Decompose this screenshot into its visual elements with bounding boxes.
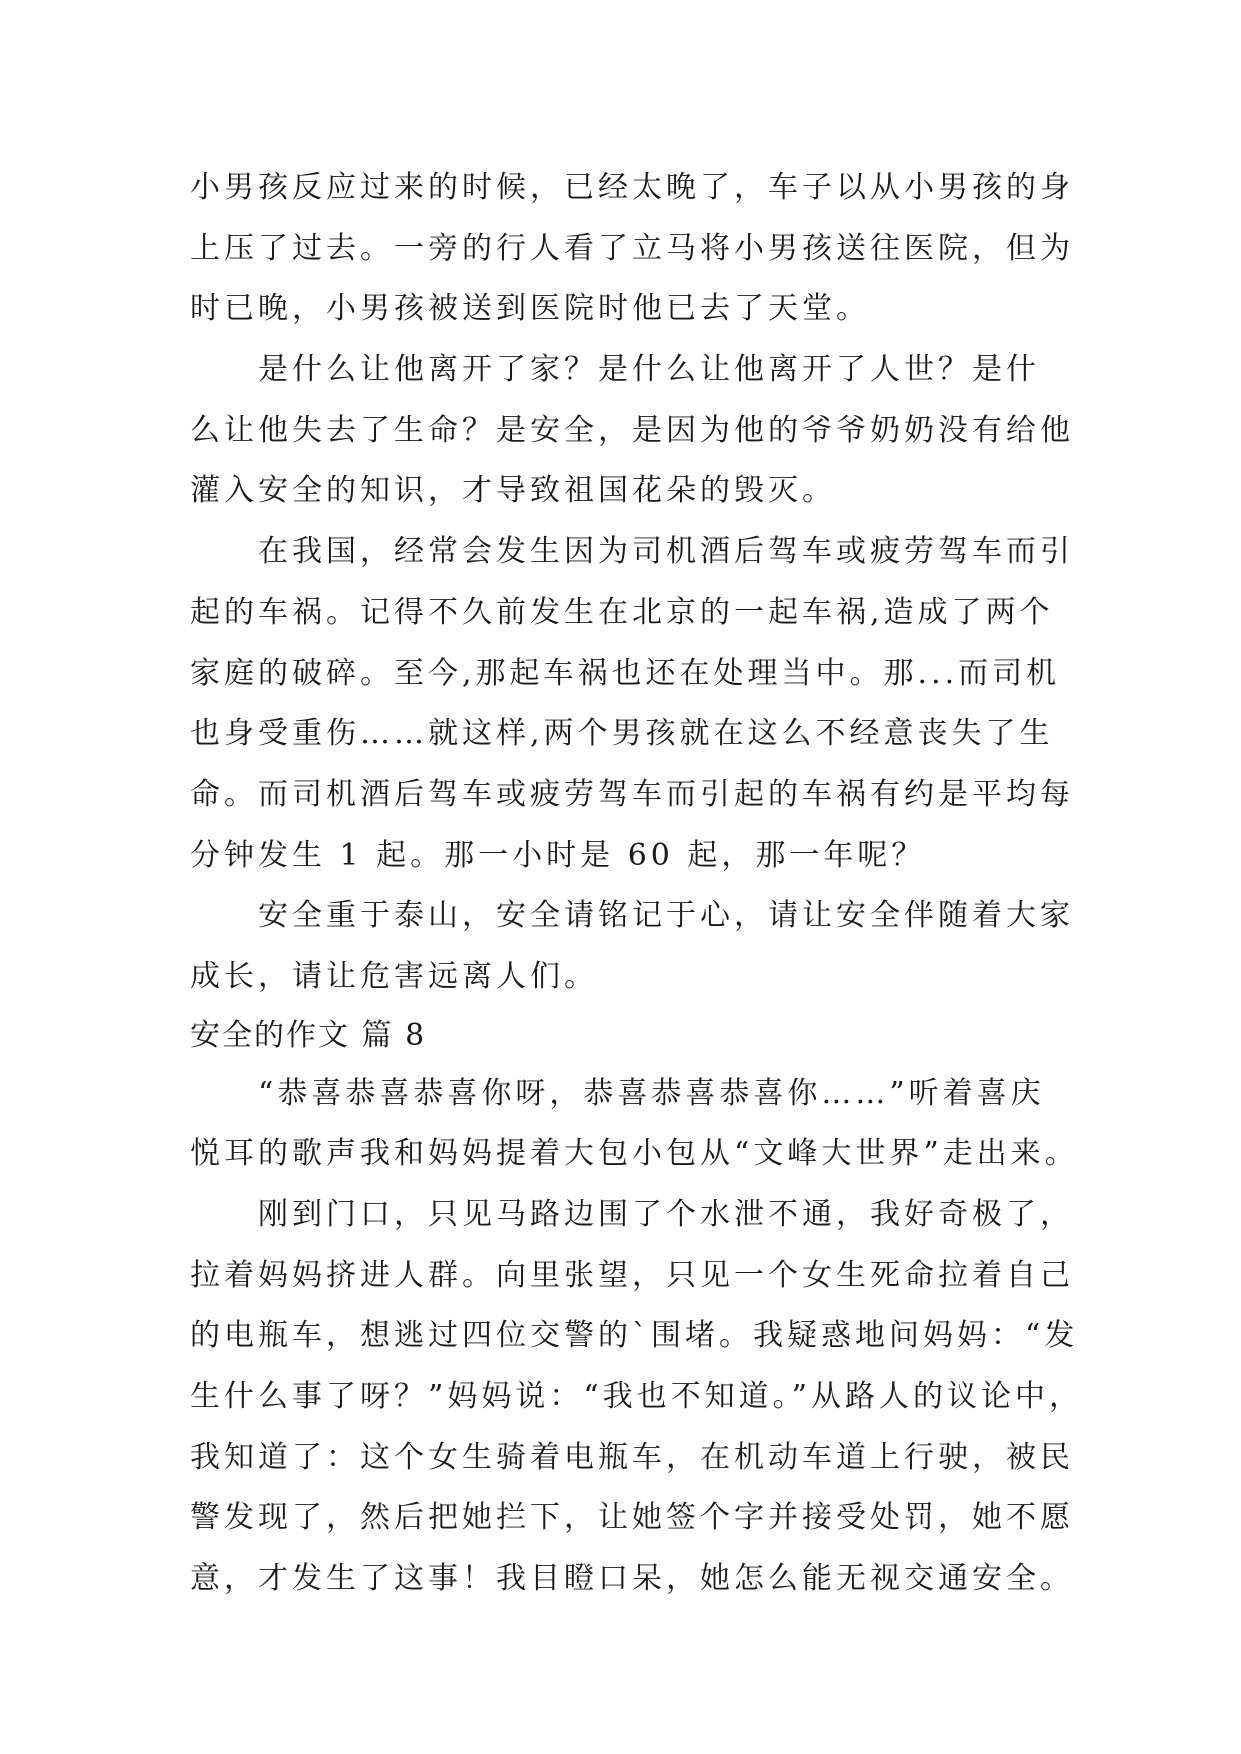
text-line: 分钟发生 1 起。那一小时是 60 起，那一年呢？ xyxy=(190,837,926,873)
paragraph-start-line: 刚到门口，只见马路边围了个水泄不通，我好奇极了， xyxy=(258,1197,1074,1232)
text-line: 么让他失去了生命？是安全，是因为他的爷爷奶奶没有给他 xyxy=(190,412,1074,448)
paragraph-start-line: 安全重于泰山，安全请铭记于心，请让安全伴随着大家 xyxy=(258,898,1074,934)
text-line: 成长，请让危害远离人们。 xyxy=(190,958,598,994)
paragraph-start-line: 是什么让他离开了家？是什么让他离开了人世？是什 xyxy=(258,352,1040,388)
text-line: 悦耳的歌声我和妈妈提着大包小包从“文峰大世界”走出来。 xyxy=(190,1136,1079,1172)
text-line: 意，才发生了这事！我目瞪口呆，她怎么能无视交通安全。 xyxy=(190,1561,1074,1597)
text-line: 我知道了：这个女生骑着电瓶车，在机动车道上行驶，被民 xyxy=(190,1439,1074,1475)
text-line: 灌入安全的知识，才导致祖国花朵的毁灭。 xyxy=(190,473,836,509)
text-line: 也身受重伤……就这样,两个男孩就在这么不经意丧失了生 xyxy=(190,716,1054,752)
section-heading: 安全的作文 篇 8 xyxy=(190,1017,427,1053)
text-line: 起的车祸。记得不久前发生在北京的一起车祸,造成了两个 xyxy=(190,594,1054,630)
essay-body xyxy=(190,158,1084,1610)
text-line: 命。而司机酒后驾车或疲劳驾车而引起的车祸有约是平均每 xyxy=(190,776,1074,812)
text-line: 拉着妈妈挤进人群。向里张望，只见一个女生死命拉着自己 xyxy=(190,1257,1074,1293)
text-line: 警发现了，然后把她拦下，让她签个字并接受处罚，她不愿 xyxy=(190,1500,1074,1536)
text-line: 上压了过去。一旁的行人看了立马将小男孩送往医院，但为 xyxy=(190,230,1074,266)
paragraph-start-line: 在我国，经常会发生因为司机酒后驾车或疲劳驾车而引 xyxy=(258,534,1074,570)
text-line: 的电瓶车，想逃过四位交警的`围堵。我疑惑地问妈妈：“发 xyxy=(190,1318,1079,1354)
text-line: 小男孩反应过来的时候，已经太晚了，车子以从小男孩的身 xyxy=(190,170,1074,205)
paragraph-start-line: “恭喜恭喜恭喜你呀，恭喜恭喜恭喜你……”听着喜庆 xyxy=(258,1075,1045,1111)
text-line: 时已晚，小男孩被送到医院时他已去了天堂。 xyxy=(190,291,870,327)
text-line: 家庭的破碎。至今,那起车祸也还在处理当中。那...而司机 xyxy=(190,655,1061,691)
text-line: 生什么事了呀？”妈妈说：“我也不知道。”从路人的议论中， xyxy=(190,1379,1084,1415)
